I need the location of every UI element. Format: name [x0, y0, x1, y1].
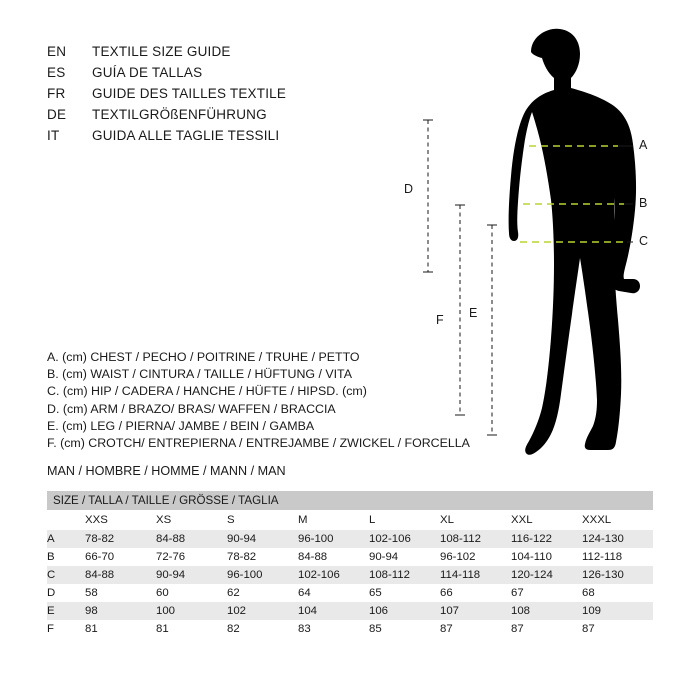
language-code: EN [47, 44, 67, 59]
size-table [47, 491, 653, 638]
cell: 62 [227, 584, 298, 602]
language-row [47, 128, 377, 149]
cell: 87 [511, 620, 582, 638]
table-row [47, 530, 653, 548]
row-label: B [47, 548, 85, 566]
column-header-xxxl: XXXL [582, 510, 653, 530]
cell: 108 [511, 602, 582, 620]
cell: 109 [582, 602, 653, 620]
cell: 104-110 [511, 548, 582, 566]
language-code: IT [47, 128, 60, 143]
row-label: E [47, 602, 85, 620]
cell: 96-100 [227, 566, 298, 584]
language-title: GUÍA DE TALLAS [92, 65, 203, 80]
gender-label: MAN / HOMBRE / HOMME / MANN / MAN [47, 464, 286, 478]
cell: 90-94 [227, 530, 298, 548]
row-label: C [47, 566, 85, 584]
language-code: DE [47, 107, 67, 122]
language-title: GUIDE DES TAILLES TEXTILE [92, 86, 287, 101]
language-title: TEXTILGRÖßENFÜHRUNG [92, 107, 267, 122]
cell: 84-88 [298, 548, 369, 566]
label-c: C [639, 234, 649, 248]
cell: 84-88 [156, 530, 227, 548]
cell: 58 [85, 584, 156, 602]
legend-line-a: A. (cm) CHEST / PECHO / POITRINE / TRUHE / PETTO [47, 350, 360, 364]
cell: 87 [582, 620, 653, 638]
language-row [47, 44, 377, 65]
cell: 102-106 [298, 566, 369, 584]
table-row [47, 584, 653, 602]
cell: 106 [369, 602, 440, 620]
cell: 81 [85, 620, 156, 638]
table-title-row [47, 491, 653, 510]
cell: 90-94 [156, 566, 227, 584]
size-table-wrap [47, 491, 653, 638]
cell: 114-118 [440, 566, 511, 584]
column-header-l: L [369, 510, 440, 530]
cell: 65 [369, 584, 440, 602]
label-b: B [639, 196, 648, 210]
legend-line-b: B. (cm) WAIST / CINTURA / TAILLE / HÜFTUNG / VITA [47, 367, 352, 382]
cell: 81 [156, 620, 227, 638]
cell: 82 [227, 620, 298, 638]
cell: 66-70 [85, 548, 156, 566]
cell: 98 [85, 602, 156, 620]
table-title: SIZE / TALLA / TAILLE / GRÖSSE / TAGLIA [47, 491, 653, 510]
cell: 112-118 [582, 548, 653, 566]
table-row [47, 620, 653, 638]
cell: 107 [440, 602, 511, 620]
cell: 126-130 [582, 566, 653, 584]
cell: 68 [582, 584, 653, 602]
cell: 87 [440, 620, 511, 638]
cell: 116-122 [511, 530, 582, 548]
language-title: TEXTILE SIZE GUIDE [92, 44, 231, 59]
cell: 64 [298, 584, 369, 602]
cell: 67 [511, 584, 582, 602]
cell: 102 [227, 602, 298, 620]
cell: 102-106 [369, 530, 440, 548]
column-header-xxl: XXL [511, 510, 582, 530]
cell: 60 [156, 584, 227, 602]
table-row [47, 602, 653, 620]
cell: 108-112 [369, 566, 440, 584]
row-label: A [47, 530, 85, 548]
language-row [47, 86, 377, 107]
legend-line-c: C. (cm) HIP / CADERA / HANCHE / HÜFTE / HIPSD. (cm) [47, 384, 367, 399]
cell: 96-100 [298, 530, 369, 548]
cell: 96-102 [440, 548, 511, 566]
cell: 66 [440, 584, 511, 602]
cell: 124-130 [582, 530, 653, 548]
cell: 90-94 [369, 548, 440, 566]
cell: 84-88 [85, 566, 156, 584]
cell: 83 [298, 620, 369, 638]
legend-line-d: D. (cm) ARM / BRAZO/ BRAS/ WAFFEN / BRACCIA [47, 401, 336, 416]
language-row [47, 107, 377, 128]
table-row [47, 566, 653, 584]
column-header-xl: XL [440, 510, 511, 530]
language-title: GUIDA ALLE TAGLIE TESSILI [92, 128, 280, 143]
label-f: F [436, 313, 444, 327]
cell: 85 [369, 620, 440, 638]
language-code: FR [47, 86, 66, 101]
legend-line-f: F. (cm) CROTCH/ ENTREPIERNA / ENTREJAMBE / ZWICKEL / FORCELLA [47, 436, 470, 451]
cell: 72-76 [156, 548, 227, 566]
language-row [47, 65, 377, 86]
cell: 104 [298, 602, 369, 620]
row-label: D [47, 584, 85, 602]
column-header-m: M [298, 510, 369, 530]
column-header-xxs: XXS [85, 510, 156, 530]
language-code: ES [47, 65, 66, 80]
legend-block [47, 349, 470, 452]
table-header-row [47, 510, 653, 530]
cell: 78-82 [85, 530, 156, 548]
cell: 108-112 [440, 530, 511, 548]
table-row [47, 548, 653, 566]
row-label: F [47, 620, 85, 638]
column-header-blank [47, 510, 85, 530]
cell: 120-124 [511, 566, 582, 584]
column-header-s: S [227, 510, 298, 530]
label-a: A [639, 138, 648, 152]
language-title-block [47, 44, 377, 149]
label-e: E [469, 306, 478, 320]
cell: 78-82 [227, 548, 298, 566]
cell: 100 [156, 602, 227, 620]
legend-line-e: E. (cm) LEG / PIERNA/ JAMBE / BEIN / GAMBA [47, 418, 315, 433]
label-d: D [404, 182, 414, 196]
column-header-xs: XS [156, 510, 227, 530]
